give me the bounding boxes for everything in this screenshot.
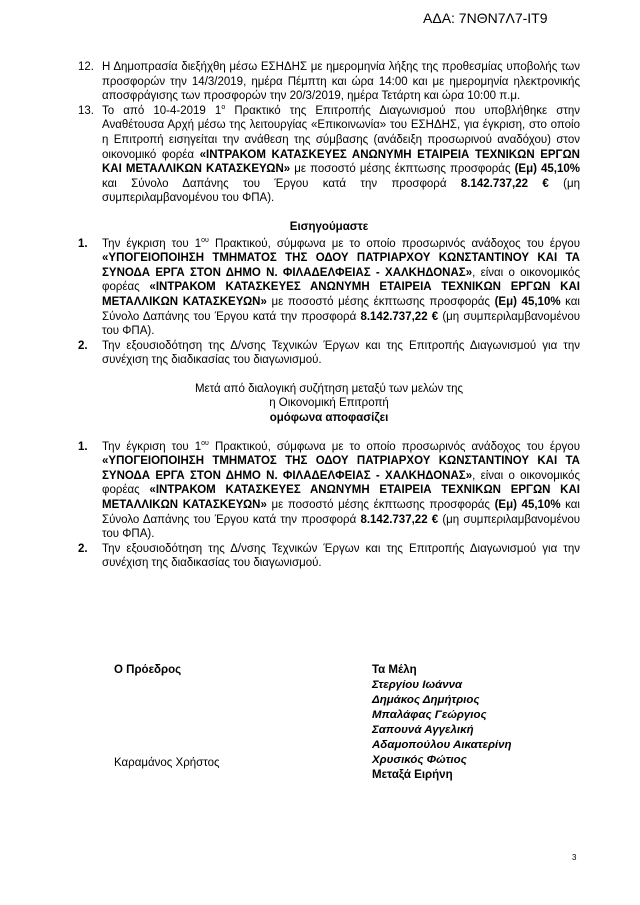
- proposal-item-2: [78, 339, 580, 368]
- president-name: Καραμάνος Χρήστος: [114, 757, 220, 769]
- item-text: Την εξουσιοδότηση της Δ/νσης Τεχνικών Έργων και της Επιτροπής Διαγωνισμού για την συνέχιση της διαδικασίας του διαγωνισμού.: [102, 339, 580, 367]
- member-name: Δημάκος Δημήτριος: [372, 694, 480, 706]
- text-part: Την έγκριση του 1: [102, 237, 202, 250]
- item-number: 2.: [78, 542, 88, 555]
- discount-percentage: (Εμ) 45,10%: [494, 499, 561, 512]
- president-title: Ο Πρόεδρος: [114, 664, 182, 676]
- item-number: 13.: [78, 104, 94, 117]
- members-title: Τα Μέλη: [372, 664, 417, 676]
- text-part: και Σύνολο Δαπάνης του Έργου κατά την προσφορά: [102, 295, 580, 323]
- company-name: «ΙΝΤΡΑΚΟΜ ΚΑΤΑΣΚΕΥΕΣ ΑΝΩΝΥΜΗ ΕΤΑΙΡΕΙΑ ΤΕΧΝΙΚΩΝ ΕΡΓΩΝ ΚΑΙ ΜΕΤΑΛΛΙΚΩΝ ΚΑΤΑΣΚΕΥΩΝ»: [102, 281, 580, 308]
- member-name: Μπαλάφας Γεώργιος: [372, 709, 487, 721]
- ordinal-suffix: ου: [201, 236, 209, 244]
- decision-item-2: [78, 542, 580, 571]
- item-text: Η Δημοπρασία διεξήχθη μέσω ΕΣΗΔΗΣ με ημερομηνία λήξης της προθεσμίας υποβολής των προσφορών την 14/3/2019, ημέρα Πέμπτη και ώρα 14:00 και με ημερομηνία ηλεκτρονικής αποσφράγισης των προσφορών την 20/3/2019, ημέρα Τετάρτη και ώρα 10:00 π.μ.: [102, 61, 580, 103]
- members-block: [372, 663, 512, 783]
- member-name: Μεταξά Ειρήνη: [372, 769, 453, 781]
- text-part: με ποσοστό μέσης έκπτωσης προσφοράς: [266, 499, 495, 512]
- item-text: [102, 237, 580, 339]
- item-text: [102, 440, 580, 542]
- total-amount: 8.142.737,22 €: [360, 513, 439, 526]
- discussion-line-1: Μετά από διαλογική συζήτηση μεταξύ των μελών της: [194, 382, 464, 395]
- company-name: «ΙΝΤΡΑΚΟΜ ΚΑΤΑΣΚΕΥΕΣ ΑΝΩΝΥΜΗ ΕΤΑΙΡΕΙΑ ΤΕΧΝΙΚΩΝ ΕΡΓΩΝ ΚΑΙ ΜΕΤΑΛΛΙΚΩΝ ΚΑΤΑΣΚΕΥΩΝ»: [102, 484, 580, 512]
- text-part: (μη συμπεριλαμβανομένου του ΦΠΑ).: [102, 177, 580, 205]
- item-number: 1.: [78, 440, 88, 453]
- proposal-heading: Εισηγούμαστε: [289, 220, 369, 233]
- decision-heading: ομόφωνα αποφασίζει: [269, 412, 389, 425]
- member-name: Χρυσικός Φώτιος: [372, 754, 467, 766]
- discount-percentage: (Εμ) 45,10%: [494, 295, 561, 308]
- project-name: «ΥΠΟΓΕΙΟΠΟΙΗΣΗ ΤΜΗΜΑΤΟΣ ΤΗΣ ΟΔΟΥ ΠΑΤΡΙΑΡΧΟΥ ΚΩΝΣΤΑΝΤΙΝΟΥ ΚΑΙ ΤΑ ΣΥΝΟΔΑ ΕΡΓΑ ΣΤΟΝ ΔΗΜΟ Ν. ΦΙΛΑΔΕΛΦΕΙΑΣ - ΧΑΛΚΗΔΟΝΑΣ»: [102, 455, 580, 482]
- text-part: , είναι ο οικονομικός φορέας: [102, 266, 580, 294]
- page-number: 3: [572, 853, 577, 862]
- text-part: με ποσοστό μέσης έκπτωσης προσφοράς: [290, 163, 515, 176]
- decision-item-1: [78, 440, 580, 542]
- total-amount: 8.142.737,22 €: [460, 177, 549, 190]
- text-part: Πρακτικού, σύμφωνα με το οποίο προσωρινός ανάδοχος του έργου: [208, 237, 580, 250]
- text-part: και Σύνολο Δαπάνης του Έργου κατά την προσφορά: [102, 499, 580, 526]
- list-item-12: [78, 60, 580, 104]
- text-part: (μη συμπεριλαμβανομένου του ΦΠΑ).: [102, 513, 581, 541]
- list-item-13: [78, 104, 580, 206]
- total-amount: 8.142.737,22 €: [360, 310, 439, 323]
- text-part: , είναι ο οικονομικός φορέας: [102, 469, 580, 497]
- item-text: [102, 104, 580, 206]
- item-text: Την εξουσιοδότηση της Δ/νσης Τεχνικών Έργων και της Επιτροπής Διαγωνισμού για την συνέχιση της διαδικασίας του διαγωνισμού.: [102, 542, 580, 570]
- ordinal-suffix: ου: [201, 439, 209, 447]
- text-part: (μη συμπεριλαμβανομένου του ΦΠΑ).: [102, 310, 581, 338]
- text-part: Πρακτικού, σύμφωνα με το οποίο προσωρινός ανάδοχος του έργου: [208, 440, 580, 453]
- text-part: με ποσοστό μέσης έκπτωσης προσφοράς: [266, 295, 495, 308]
- member-name: Στεργίου Ιωάννα: [372, 679, 463, 691]
- text-part: Πρακτικό της Επιτροπής Διαγωνισμού που υποβλήθηκε στην Αναθέτουσα Αρχή μέσω της λειτουργίας «Επικοινωνία» του ΕΣΗΔΗΣ, για έγκριση, στο οποίο η Επιτροπή εισηγείται την ανάθεση της σύμβασης (ανάδειξη προσωρινού αναδόχου) στον οικονομικό φορέα: [102, 104, 581, 161]
- text-part: Την έγκριση του 1: [102, 440, 202, 453]
- member-name: Αδαμοπούλου Αικατερίνη: [372, 739, 512, 751]
- text-part: και Σύνολο Δαπάνης του Έργου κατά την προσφορά: [102, 177, 461, 190]
- document-body: [78, 60, 580, 571]
- text-part: Το από 10-4-2019 1: [102, 104, 222, 117]
- project-name: «ΥΠΟΓΕΙΟΠΟΙΗΣΗ ΤΜΗΜΑΤΟΣ ΤΗΣ ΟΔΟΥ ΠΑΤΡΙΑΡΧΟΥ ΚΩΝΣΤΑΝΤΙΝΟΥ ΚΑΙ ΤΑ ΣΥΝΟΔΑ ΕΡΓΑ ΣΤΟΝ ΔΗΜΟ Ν. ΦΙΛΑΔΕΛΦΕΙΑΣ - ΧΑΛΚΗΔΟΝΑΣ»: [102, 252, 580, 279]
- discussion-line-2: η Οικονομική Επιτροπή: [269, 397, 389, 410]
- ordinal-suffix: ο: [221, 103, 226, 111]
- company-name: «ΙΝΤΡΑΚΟΜ ΚΑΤΑΣΚΕΥΕΣ ΑΝΩΝΥΜΗ ΕΤΑΙΡΕΙΑ ΤΕΧΝΙΚΩΝ ΕΡΓΩΝ ΚΑΙ ΜΕΤΑΛΛΙΚΩΝ ΚΑΤΑΣΚΕΥΩΝ»: [102, 148, 580, 176]
- item-number: 12.: [78, 61, 94, 73]
- item-number: 1.: [78, 237, 88, 250]
- discount-percentage: (Εμ) 45,10%: [514, 163, 580, 176]
- ada-code: ΑΔΑ: 7ΝΘΝ7Λ7-ΙΤ9: [423, 10, 548, 26]
- item-number: 2.: [78, 339, 88, 352]
- proposal-item-1: [78, 237, 580, 339]
- member-name: Σαπουνά Αγγελική: [372, 724, 474, 736]
